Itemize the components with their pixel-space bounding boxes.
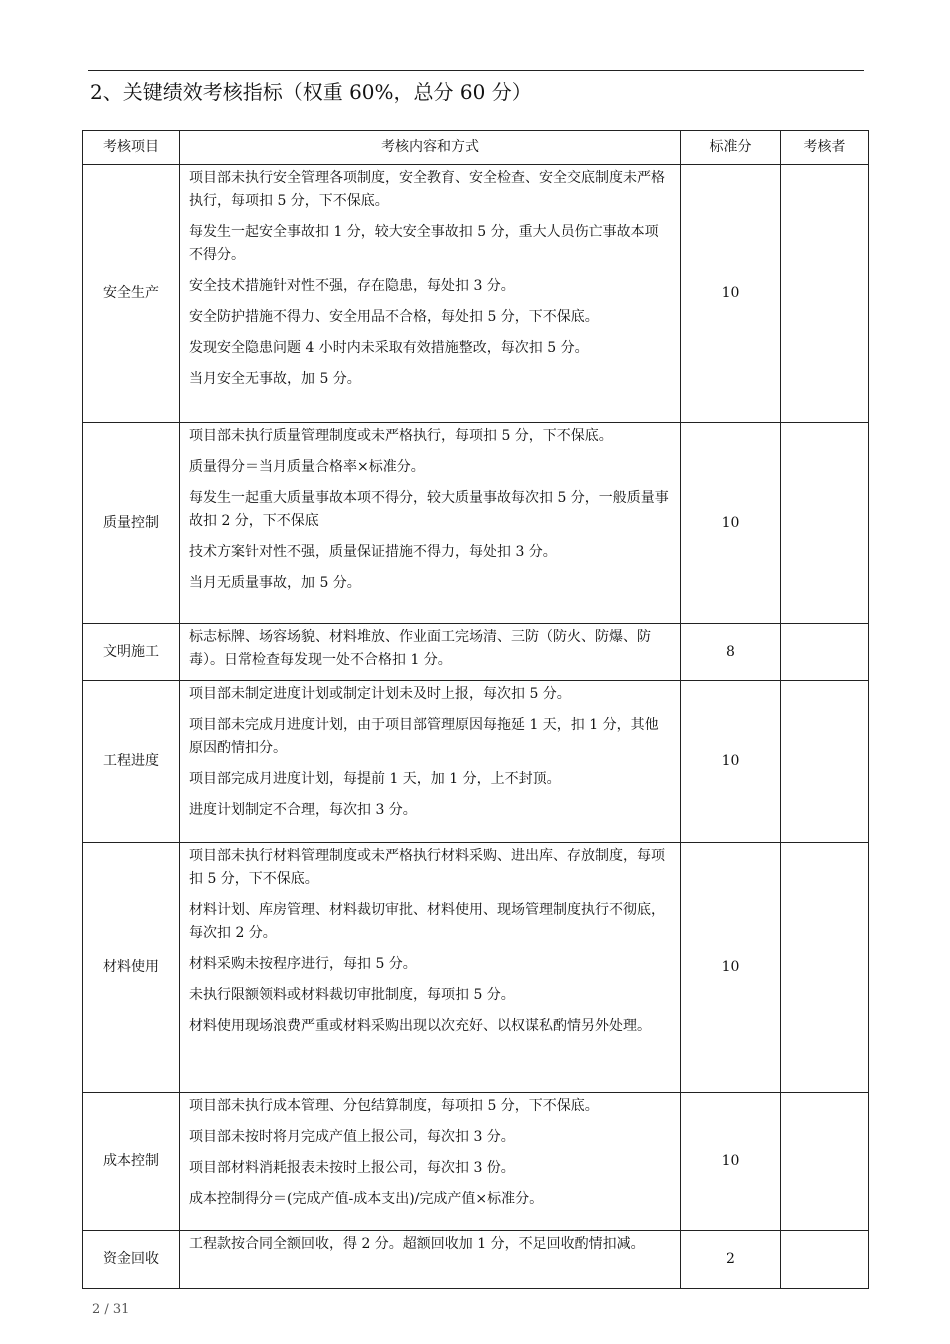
criterion-text: 项目部未执行成本管理、分包结算制度，每项扣 5 分，下不保底。 — [189, 1098, 599, 1114]
table-row — [83, 1093, 869, 1231]
criterion-text: 当月安全无事故，加 5 分。 — [189, 371, 361, 387]
section-title: 2、关键绩效考核指标（权重 60%，总分 60 分） — [90, 80, 532, 104]
criterion-text: 项目部完成月进度计划，每提前 1 天，加 1 分，上不封顶。 — [189, 771, 561, 787]
criterion-text: 质量得分＝当月质量合格率×标准分。 — [189, 459, 425, 475]
criterion-text: 发现安全隐患问题 4 小时内未采取有效措施整改，每次扣 5 分。 — [189, 340, 589, 356]
assessment-item: 成本控制 — [83, 1093, 180, 1231]
table-header-row — [83, 131, 869, 165]
criterion-text: 安全技术措施针对性不强，存在隐患，每处扣 3 分。 — [189, 278, 515, 294]
table-row — [83, 423, 869, 624]
header-item: 考核项目 — [83, 131, 180, 165]
assessment-content — [180, 681, 681, 843]
assessment-item: 质量控制 — [83, 423, 180, 624]
table-row — [83, 843, 869, 1093]
criterion-text: 技术方案针对性不强，质量保证措施不得力，每处扣 3 分。 — [189, 544, 557, 560]
table-row — [83, 1231, 869, 1289]
table-row — [83, 681, 869, 843]
assessor-cell[interactable] — [781, 624, 869, 681]
criterion-text: 项目部未制定进度计划或制定计划未及时上报，每次扣 5 分。 — [189, 686, 571, 702]
criterion-text: 项目部未按时将月完成产值上报公司，每次扣 3 分。 — [189, 1129, 515, 1145]
assessment-item: 资金回收 — [83, 1231, 180, 1289]
assessment-content — [180, 1093, 681, 1231]
standard-score: 2 — [681, 1231, 781, 1289]
criterion-text: 工程款按合同全额回收，得 2 分。超额回收加 1 分，不足回收酌情扣减。 — [189, 1236, 645, 1252]
criterion-text: 项目部未执行质量管理制度或未严格执行，每项扣 5 分，下不保底。 — [189, 428, 613, 444]
assessment-item: 材料使用 — [83, 843, 180, 1093]
criterion-text: 成本控制得分＝(完成产值-成本支出)/完成产值×标准分。 — [189, 1191, 544, 1207]
assessor-cell[interactable] — [781, 1231, 869, 1289]
criterion-text: 安全防护措施不得力、安全用品不合格，每处扣 5 分，下不保底。 — [189, 309, 599, 325]
assessment-content — [180, 165, 681, 423]
criterion-text: 项目部未执行材料管理制度或未严格执行材料采购、进出库、存放制度，每项扣 5 分，下不保底。 — [189, 848, 665, 887]
standard-score: 10 — [681, 681, 781, 843]
standard-score: 10 — [681, 843, 781, 1093]
criterion-text: 每发生一起安全事故扣 1 分，较大安全事故扣 5 分，重大人员伤亡事故本项不得分。 — [189, 224, 659, 263]
table-row — [83, 165, 869, 423]
header-rule — [88, 70, 864, 71]
header-score: 标准分 — [681, 131, 781, 165]
assessment-content — [180, 1231, 681, 1289]
standard-score: 8 — [681, 624, 781, 681]
assessor-cell[interactable] — [781, 843, 869, 1093]
table-row — [83, 624, 869, 681]
criterion-text: 进度计划制定不合理，每次扣 3 分。 — [189, 802, 417, 818]
assessor-cell[interactable] — [781, 681, 869, 843]
criterion-text: 材料采购未按程序进行，每扣 5 分。 — [189, 956, 417, 972]
header-content: 考核内容和方式 — [180, 131, 681, 165]
criterion-text: 项目部未执行安全管理各项制度，安全教育、安全检查、安全交底制度未严格执行，每项扣 5 分，下不保底。 — [189, 170, 665, 209]
criterion-text: 材料计划、库房管理、材料裁切审批、材料使用、现场管理制度执行不彻底，每次扣 2 分。 — [189, 902, 665, 941]
page-number: 2 / 31 — [92, 1302, 130, 1317]
criterion-text: 材料使用现场浪费严重或材料采购出现以次充好、以权谋私酌情另外处理。 — [189, 1018, 651, 1034]
assessor-cell[interactable] — [781, 423, 869, 624]
criterion-text: 每发生一起重大质量事故本项不得分，较大质量事故每次扣 5 分，一般质量事故扣 2 分，下不保底 — [189, 490, 669, 529]
assessment-content — [180, 843, 681, 1093]
assessment-item: 文明施工 — [83, 624, 180, 681]
standard-score: 10 — [681, 1093, 781, 1231]
header-assessor: 考核者 — [781, 131, 869, 165]
assessor-cell[interactable] — [781, 165, 869, 423]
assessment-item: 安全生产 — [83, 165, 180, 423]
criterion-text: 项目部材料消耗报表未按时上报公司，每次扣 3 份。 — [189, 1160, 515, 1176]
kpi-table — [82, 130, 869, 1289]
standard-score: 10 — [681, 423, 781, 624]
standard-score: 10 — [681, 165, 781, 423]
assessor-cell[interactable] — [781, 1093, 869, 1231]
assessment-item: 工程进度 — [83, 681, 180, 843]
criterion-text: 未执行限额领料或材料裁切审批制度，每项扣 5 分。 — [189, 987, 515, 1003]
criterion-text: 当月无质量事故，加 5 分。 — [189, 575, 361, 591]
assessment-content — [180, 423, 681, 624]
criterion-text: 标志标牌、场容场貌、材料堆放、作业面工完场清、三防（防火、防爆、防毒）。日常检查每发现一处不合格扣 1 分。 — [189, 629, 651, 668]
assessment-content — [180, 624, 681, 681]
criterion-text: 项目部未完成月进度计划，由于项目部管理原因每拖延 1 天，扣 1 分，其他原因酌情扣分。 — [189, 717, 659, 756]
